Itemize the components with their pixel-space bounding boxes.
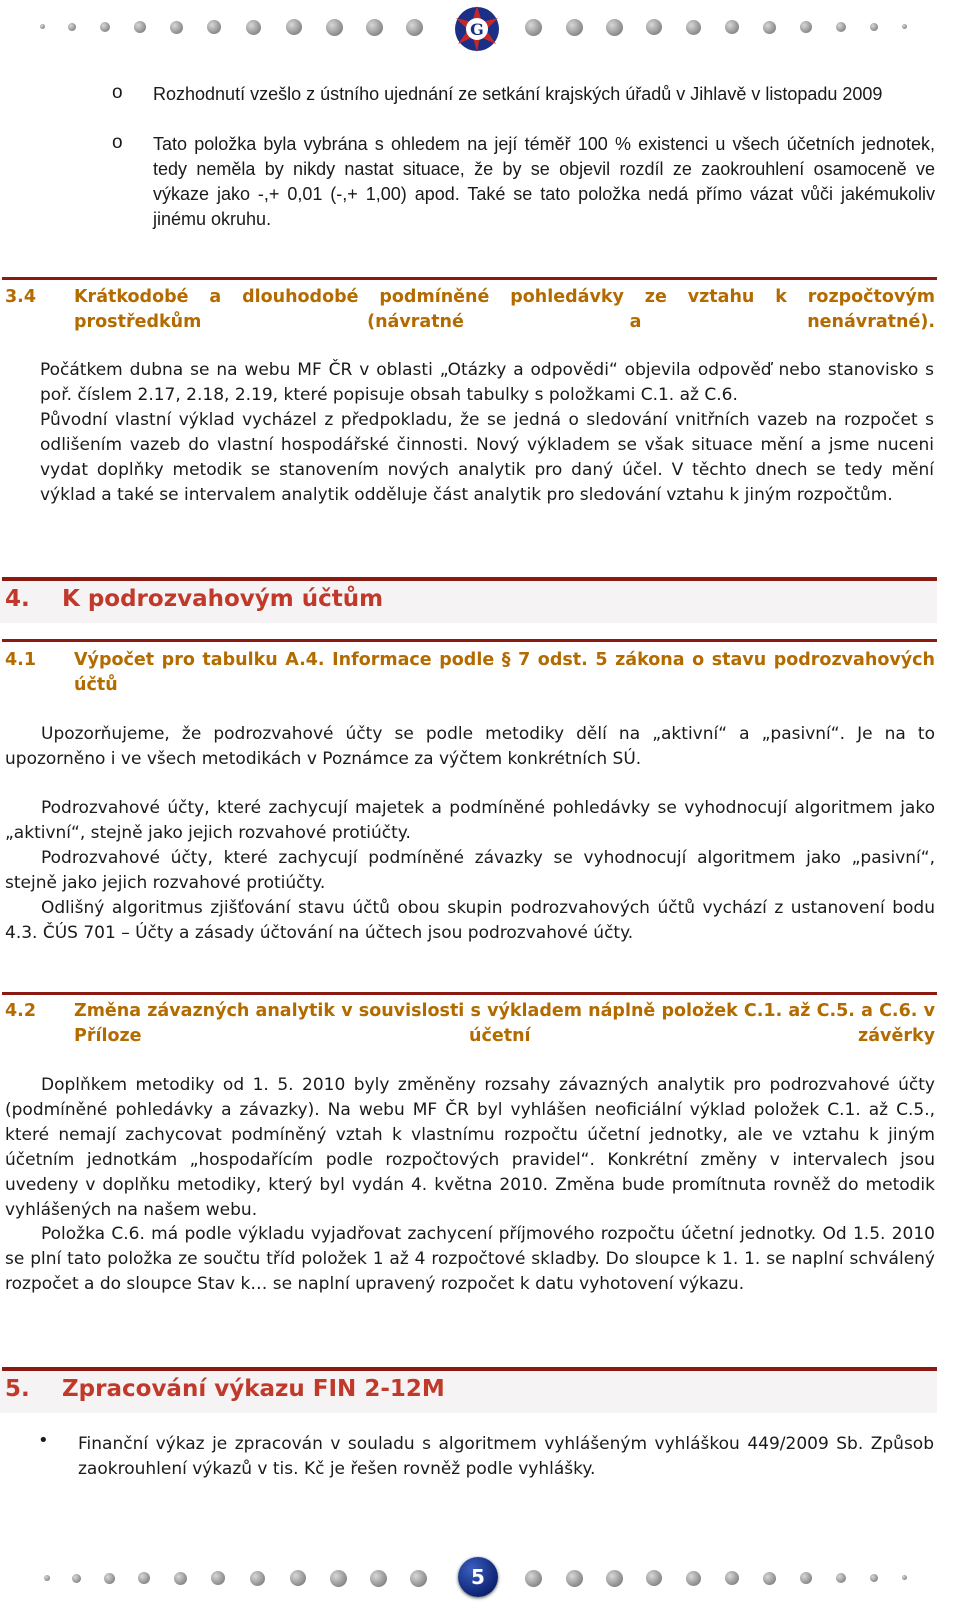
paragraph: Podrozvahové účty, které zachycují majetek a podmíněné pohledávky se vyhodnocují algoritmem jako „aktivní“, stejně jako jejich rozvahové protiúčty. xyxy=(5,798,935,843)
section-title: Krátkodobé a dlouhodobé podmíněné pohledávky ze vztahu k rozpočtovým prostředkům (návratné a nenávratné). xyxy=(74,287,935,332)
list-item: Finanční výkaz je zpracován v souladu s algoritmem vyhlášeným vyhláškou 449/2009 Sb. Způsob zaokrouhlení výkazů v tis. Kč je řešen rovněž podle vyhlášky. xyxy=(78,1434,934,1479)
bullet-icon: • xyxy=(38,1430,49,1451)
paragraph: Upozorňujeme, že podrozvahové účty se podle metodiky dělí na „aktivní“ a „pasivní“. Je na to upozorněno i ve všech metodikách v Poznámce za výčtem konkrétních SÚ. xyxy=(5,724,935,769)
chapter-number: 5. xyxy=(5,1376,30,1402)
paragraph: Počátkem dubna se na webu MF ČR v oblasti „Otázky a odpovědi“ objevila odpověď nebo stanovisko s poř. číslem 2.17, 2.18, 2.19, které popisuje obsah tabulky s položkami C.1. až C.6. xyxy=(40,360,934,405)
paragraph: Původní vlastní výklad vycházel z předpokladu, že se jedná o sledování vnitřních vazeb na rozpočet s odlišením vazeb do vlastní hospodářské činnosti. Nový výkladem se však situace mění a jsme nuceni vydat doplňky metodik se stanovením nových analytik pro daný účel. V těchto dnech se tedy mění výklad a také se intervalem analytik odděluje část analytik pro sledování vztahu k jiným rozpočtům. xyxy=(40,410,934,505)
chapter-heading-4 xyxy=(0,581,937,623)
section-title: Výpočet pro tabulku A.4. Informace podle § 7 odst. 5 zákona o stavu podrozvahových účtů xyxy=(74,650,935,695)
svg-text:G: G xyxy=(470,20,484,39)
g-logo-icon xyxy=(452,4,502,54)
section-divider xyxy=(2,992,937,995)
paragraph: Položka C.6. má podle výkladu vyjadřovat zachycení příjmového rozpočtu účetní jednotky. Od 1.5. 2010 se plní tato položka ze součtu tříd položek 1 až 4 rozpočtové skladby. Do sloupce k 1. 1. se naplní schválený rozpočet a do sloupce Stav k… se naplní upravený rozpočet k datu vyhotovení výkazu. xyxy=(5,1224,935,1294)
list-bullet: o xyxy=(112,132,123,153)
list-item: Tato položka byla vybrána s ohledem na její téměř 100 % existenci u všech účetních jednotek, tedy neměla by nikdy nastat situace, že by se objevil rozdíl ze zaokrouhlení osamoceně ve výkaze jako -,+ 0,01 (-,+ 1,00) apod. Také se tato položka nedá přímo vázat vůči jakémukoliv jinému okruhu. xyxy=(153,134,935,229)
section-number: 4.2 xyxy=(5,1001,37,1021)
section-divider xyxy=(2,639,937,642)
chapter-number: 4. xyxy=(5,586,30,612)
section-divider xyxy=(2,277,937,280)
paragraph: Doplňkem metodiky od 1. 5. 2010 byly změněny rozsahy závazných analytik pro podrozvahové účty (podmíněné pohledávky a závazky). Na webu MF ČR byl vyhlášen neoficiální výklad položek C.1. až C.5., které nemají zachycovat podmíněný vztah k vlastnímu rozpočtu účetní jednotky, ale ve vztahu k jiným účetním jednotkám „hospodařícím podle rozpočtových pravidel“. Konkrétní změny v intervalech jsou uvedeny v doplňku metodiky, který byl vydán 4. května 2010. Změna bude promítnuta rovněž do metodik vyhlášených na našem webu. xyxy=(5,1075,935,1220)
chapter-title: Zpracování výkazu FIN 2-12M xyxy=(62,1376,445,1402)
section-number: 4.1 xyxy=(5,650,37,670)
page-number-badge: 5 xyxy=(458,1557,498,1597)
list-item: Rozhodnutí vzešlo z ústního ujednání ze setkání krajských úřadů v Jihlavě v listopadu 2009 xyxy=(153,84,883,104)
section-number: 3.4 xyxy=(5,287,37,307)
paragraph: Odlišný algoritmus zjišťování stavu účtů obou skupin podrozvahových účtů vychází z ustanovení bodu 4.3. ČÚS 701 – Účty a zásady účtování na účtech jsou podrozvahové účty. xyxy=(5,898,935,943)
paragraph: Podrozvahové účty, které zachycují podmíněné závazky se vyhodnocují algoritmem jako „pasivní“, stejně jako jejich rozvahové protiúčty. xyxy=(5,848,935,893)
section-title: Změna závazných analytik v souvislosti s výkladem náplně položek C.1. až C.5. a C.6. v Příloze účetní závěrky xyxy=(74,1001,935,1046)
chapter-title: K podrozvahovým účtům xyxy=(62,586,384,612)
chapter-heading-5 xyxy=(0,1371,937,1413)
list-bullet: o xyxy=(112,82,123,103)
